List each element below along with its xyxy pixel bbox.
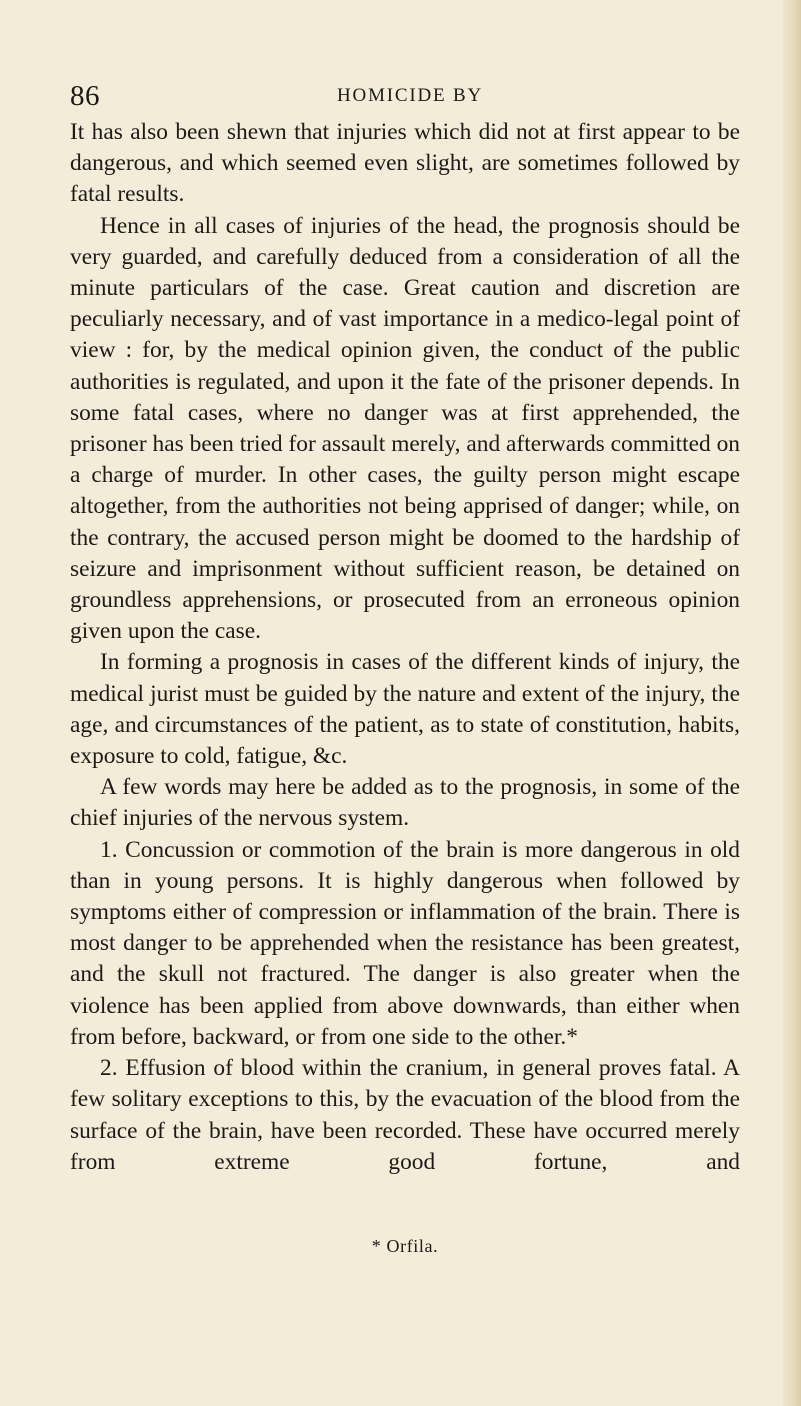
paragraph-forming-prognosis: In forming a prognosis in cases of the different kinds of injury, the medical jurist must be guided by the nature and extent of the injury, the age, and circumstances of the patient, as to state of constitution, habits, exposure to cold, fatigue, &c. [70,649,740,770]
paragraph-prognosis-guarded: Hence in all cases of injuries of the head, the prognosis should be very guarded, and carefully deduced from a consideration of all the minute particulars of the case. Great caution and discretion are peculiarly necessary, and of vast importance in a medico-legal point of view : for, by the medical opinion given, the conduct of the public authorities is regulated, and upon it the fate of the prisoner depends. In some fatal cases, where no danger was at first apprehended, the prisoner has been tried for assault merely, and afterwards committed on a charge of murder. In other cases, the guilty person might escape altogether, from the authorities not being apprised of danger; while, on the contrary, the accused person might be doomed to the hardship of seizure and imprisonment without sufficient reason, be detained on groundless apprehensions, or prosecuted from an erroneous opinion given upon the case. [70,212,740,645]
body-text [70,117,740,1178]
page-edge-shadow [783,0,801,1406]
page-header [70,80,750,112]
footnote: * Orfila. [371,1236,439,1256]
running-head: HOMICIDE BY [337,85,483,106]
paragraph-effusion: 2. Effusion of blood within the cranium, in general proves fatal. A few solitary exceptions to this, by the evacuation of the blood from the surface of the brain, have been recorded. These have occurred merely from extreme good fortune, and [70,1055,740,1175]
paragraph-injuries-fatal: It has also been shewn that injuries which did not at first appear to be dangerous, and which seemed even slight, are sometimes followed by fatal results. [70,119,740,208]
paragraph-nervous-system: A few words may here be added as to the prognosis, in some of the chief injuries of the nervous system. [70,774,740,832]
paragraph-concussion: 1. Concussion or commotion of the brain is more dangerous in old than in young persons. It is highly dangerous when followed by symptoms either of compression or inflammation of the brain. There is most danger to be apprehended when the resistance has been greatest, and the skull not fractured. The danger is also greater when the violence has been applied from above downwards, than either when from before, backward, or from one side to the other.* [70,836,740,1050]
page-number: 86 [70,80,100,112]
